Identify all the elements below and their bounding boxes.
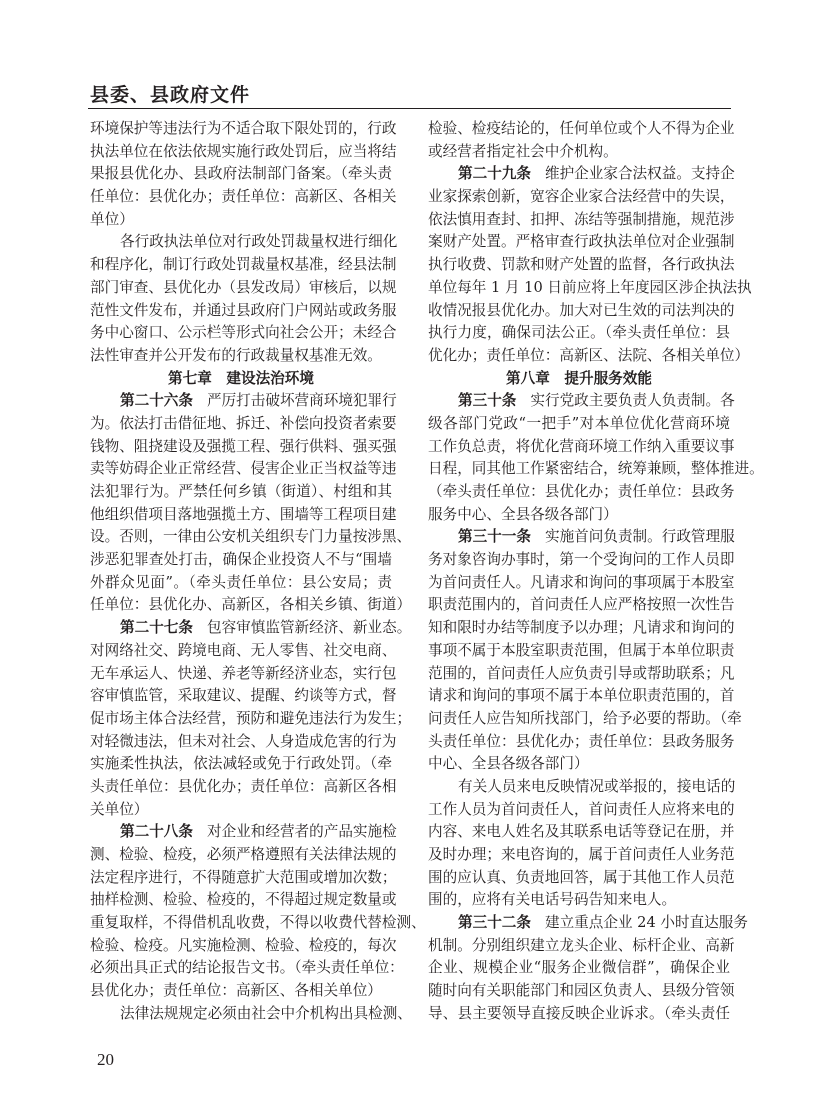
line-text: 职责范围内的，首问责任人应严格按照一次性告 — [428, 596, 735, 614]
text-line — [90, 867, 397, 890]
text-line — [428, 685, 735, 708]
text-line — [90, 231, 398, 254]
text-line — [428, 504, 730, 527]
text-line — [428, 413, 730, 436]
text-line — [428, 867, 735, 890]
line-text: 各行政执法单位对行政处罚裁量权进行细化 — [120, 233, 398, 251]
text-line — [90, 844, 397, 867]
text-line — [90, 821, 397, 844]
text-line — [428, 844, 735, 867]
line-text: 有关人员来电反映情况或举报的，接电话的 — [458, 777, 736, 795]
article-number: 第三十二条 — [458, 914, 531, 932]
text-line — [90, 254, 397, 277]
article-paragraph — [428, 912, 748, 1025]
paragraph — [90, 231, 398, 367]
line-text: 对企业和经营者的产品实施检 — [206, 823, 397, 841]
left-column — [90, 118, 426, 1026]
line-text: 工作人员为首问责任人，首问责任人应将来电的 — [428, 800, 735, 818]
text-line — [90, 413, 397, 436]
article-number: 第二十八条 — [120, 823, 193, 841]
line-text: 外群众见面”。（牵头责任单位：县公安局；责 — [90, 573, 392, 591]
line-text: 必须出具正式的结论报告文书。（牵头责任单位： — [90, 959, 404, 977]
header-rule — [88, 108, 731, 109]
line-text: 他组织借项目落地强揽土方、围墙等工程项目建 — [90, 505, 397, 523]
text-line — [90, 186, 397, 209]
chapter-heading: 第八章 提升服务效能 — [506, 369, 652, 387]
line-text: 任单位：县优化办、高新区，各相关乡镇、街道） — [90, 596, 412, 614]
line-text: 级各部门党政“一把手”对本单位优化营商环境 — [428, 414, 730, 432]
line-text: 日程，同其他工作紧密结合，统筹兼顾，整体推进。 — [428, 460, 764, 478]
line-text: 实施首问负责制。行政管理服 — [544, 528, 735, 546]
line-text: 为。依法打击借征地、拆迁、补偿向投资者索要 — [90, 414, 397, 432]
right-column — [428, 118, 764, 1026]
text-line — [428, 118, 735, 141]
line-text: 围的，应将有关电话号码告知来电人。 — [428, 891, 677, 909]
line-text: 检验、检疫。凡实施检测、检验、检疫的，每次 — [90, 936, 397, 954]
line-text: 任单位：县优化办；责任单位：高新区、各相关 — [90, 188, 397, 206]
text-line — [428, 617, 735, 640]
line-text: 容审慎监管，采取建议、提醒、约谈等方式，督 — [90, 687, 397, 705]
text-line — [90, 957, 404, 980]
text-line — [90, 935, 397, 958]
text-line — [428, 254, 735, 277]
chapter-heading: 第七章 建设法治环境 — [168, 369, 314, 387]
line-text: 涉恶犯罪查处打击，确保企业投资人不与“围墙 — [90, 551, 392, 569]
paragraph — [428, 776, 736, 912]
text-line — [428, 300, 735, 323]
line-text: 无车承运人、快递、养老等新经济业态，实行包 — [90, 664, 397, 682]
line-text: 县优化办；责任单位：高新区、各相关单位） — [90, 982, 382, 1000]
text-line — [90, 889, 397, 912]
text-line — [90, 685, 397, 708]
text-line — [428, 141, 730, 164]
line-text: 依法慎用查封、扣押、冻结等强制措施，规范涉 — [428, 210, 735, 228]
text-line — [90, 980, 392, 1003]
line-text: 法犯罪行为。严禁任何乡镇（街道）、村组和其 — [90, 483, 392, 500]
line-text: 内容、来电人姓名及其联系电话等登记在册，并 — [428, 823, 735, 841]
text-line — [428, 980, 735, 1003]
line-text: 法定程序进行，不得随意扩大范围或增加次数； — [90, 868, 397, 886]
article-paragraph — [90, 390, 412, 617]
text-line — [90, 912, 426, 935]
text-line — [90, 458, 397, 481]
text-line — [90, 617, 412, 640]
line-text: 优化办；责任单位：高新区、法院、各相关单位） — [428, 346, 750, 364]
text-line — [428, 821, 735, 844]
page-number: 20 — [97, 1050, 114, 1069]
line-text: 设。否则，一律由公安机关组织专门力量按涉黑、 — [90, 528, 412, 546]
line-text: 及时办理；来电咨询的，属于首问责任人业务范 — [428, 846, 735, 863]
line-text: 知和限时办结等制度予以办理；凡请求和询问的 — [428, 619, 735, 637]
text-line — [428, 549, 735, 572]
line-text: 机制。分别组织建立龙头企业、标杆企业、高新 — [428, 936, 735, 954]
text-line — [90, 731, 397, 754]
paragraph — [90, 118, 397, 231]
article-number: 第三十一条 — [458, 528, 531, 546]
paragraph — [428, 118, 735, 163]
text-line — [428, 572, 735, 595]
line-text: 业家探索创新，宽容企业家合法经营中的失误， — [428, 188, 735, 206]
text-line — [90, 209, 392, 232]
article-number: 第二十九条 — [458, 165, 531, 183]
line-text: 关单位） — [90, 800, 149, 818]
text-line — [90, 526, 412, 549]
line-text: 头责任单位：县优化办；责任单位：高新区各相 — [90, 777, 397, 795]
article-paragraph — [428, 163, 752, 367]
line-text: 果报县优化办、县政府法制部门备案。（牵头责 — [90, 165, 392, 183]
text-line — [90, 436, 397, 459]
text-line — [428, 1003, 730, 1026]
text-line — [90, 663, 397, 686]
line-text: 执行力度，确保司法公正。（牵头责任单位：县 — [428, 324, 730, 342]
line-text: 法性审查并公开发布的行政裁量权基准无效。 — [90, 346, 382, 364]
line-text: 钱物、阻挠建设及强揽工程、强行供料、强买强 — [90, 437, 397, 455]
text-line — [90, 1003, 412, 1026]
line-text: 抽样检测、检验、检疫的，不得超过规定数量或 — [90, 891, 397, 909]
text-line — [428, 481, 735, 504]
line-text: 严厉打击破坏营商环境犯罪行 — [206, 392, 397, 410]
line-text: 头责任单位：县优化办；责任单位：县政务服务 — [428, 732, 735, 750]
text-line — [90, 708, 412, 731]
text-line — [428, 163, 735, 186]
text-line — [428, 436, 735, 459]
line-text: 工作负总责，将优化营商环境工作纳入重要议事 — [428, 437, 735, 455]
text-line — [428, 889, 730, 912]
text-line — [90, 300, 397, 323]
text-line — [90, 594, 412, 617]
line-text: 检验、检疫结论的，任何单位或个人不得为企业 — [428, 120, 735, 137]
text-line — [428, 594, 735, 617]
line-text: 测、检验、检疫，必须严格遵照有关法律法规的 — [90, 846, 397, 863]
text-line — [90, 345, 392, 368]
line-text: 和程序化，制订行政处罚裁量权基准，经县法制 — [90, 256, 397, 274]
line-text: 收情况报县优化办。加大对已生效的司法判决的 — [428, 301, 735, 319]
line-text: 单位） — [90, 210, 134, 228]
text-line — [428, 322, 730, 345]
line-text: 企业、规模企业“服务企业微信群”，确保企业 — [428, 959, 730, 977]
line-text: 包容审慎监管新经济、新业态。 — [206, 619, 412, 637]
text-line — [90, 322, 397, 345]
text-line — [428, 912, 748, 935]
line-text: 务中心窗口、公示栏等形式向社会公开；未经合 — [90, 324, 397, 342]
line-text: 实施柔性执法，依法减轻或免于行政处罚。（牵 — [90, 755, 392, 773]
text-line — [90, 118, 397, 141]
text-line — [428, 935, 735, 958]
line-text: （牵头责任单位：县优化办；责任单位：县政务 — [428, 483, 735, 500]
line-text: 范性文件发布，并通过县政府门户网站或政务服 — [90, 301, 397, 319]
text-line — [90, 572, 392, 595]
text-line — [90, 776, 397, 799]
text-line — [428, 799, 735, 822]
text-line — [90, 141, 397, 164]
line-text: 为首问责任人。凡请求和询问的事项属于本股室 — [428, 573, 735, 591]
text-line — [90, 277, 397, 300]
text-line — [428, 663, 735, 686]
line-text: 对网络社交、跨境电商、无人零售、社交电商、 — [90, 641, 397, 659]
line-text: 问责任人应告知所找部门，给予必要的帮助。（牵 — [428, 709, 742, 727]
line-text: 执行收费、罚款和财产处置的监督，各行政执法 — [428, 256, 735, 274]
text-line — [428, 231, 735, 254]
article-paragraph — [428, 526, 742, 776]
article-number: 第二十六条 — [120, 392, 193, 410]
line-text: 中心、全县各级各部门） — [428, 755, 589, 773]
line-text: 对轻微违法，但未对社会、人身造成危害的行为 — [90, 732, 397, 750]
line-text: 案财产处置。严格审查行政执法单位对企业强制 — [428, 233, 735, 251]
line-text: 请求和询问的事项不属于本单位职责范围的，首 — [428, 687, 735, 705]
line-text: 重复取样，不得借机乱收费，不得以收费代替检测、 — [90, 914, 426, 932]
text-line — [428, 345, 750, 368]
line-text: 事项不属于本股室职责范围，但属于本单位职责 — [428, 641, 735, 659]
text-line — [90, 753, 392, 776]
line-text: 法律法规规定必须由社会中介机构出具检测、 — [120, 1004, 412, 1022]
article-number: 第二十七条 — [120, 619, 193, 637]
text-line — [90, 504, 397, 527]
line-text: 单位每年 1 月 10 日前应将上年度园区涉企执法执 — [428, 278, 752, 296]
text-line — [428, 731, 735, 754]
article-paragraph — [90, 617, 412, 821]
line-text: 卖等妨碍企业正常经营、侵害企业正当权益等违 — [90, 460, 397, 478]
line-text: 实行党政主要负责人负责制。各 — [530, 392, 735, 410]
line-text: 执法单位在依法依规实施行政处罚后，应当将结 — [90, 142, 397, 160]
text-line — [90, 163, 392, 186]
line-text: 维护企业家合法权益。支持企 — [544, 165, 735, 183]
line-text: 环境保护等违法行为不适合取下限处罚的，行政 — [90, 120, 397, 137]
paragraph — [90, 1003, 412, 1026]
text-line — [90, 799, 392, 822]
line-text: 范围的，首问责任人应负责引导或帮助联系；凡 — [428, 664, 735, 682]
text-line — [428, 390, 735, 413]
article-paragraph — [90, 821, 426, 1003]
text-line — [428, 526, 735, 549]
line-text: 务对象咨询办事时，第一个受询问的工作人员即 — [428, 551, 735, 569]
text-line — [428, 776, 736, 799]
line-text: 随时向有关职能部门和园区负责人、县级分管领 — [428, 982, 735, 1000]
line-text: 围的应认真、负责地回答，属于其他工作人员范 — [428, 868, 735, 886]
line-text: 部门审查、县优化办（县发改局）审核后，以规 — [90, 278, 397, 296]
text-line — [428, 640, 735, 663]
text-line — [90, 390, 397, 413]
text-line — [428, 957, 730, 980]
text-line — [428, 458, 764, 481]
text-line — [428, 186, 735, 209]
text-line — [90, 640, 397, 663]
line-text: 服务中心、全县各级各部门） — [428, 505, 618, 523]
line-text: 促市场主体合法经营，预防和避免违法行为发生； — [90, 709, 412, 727]
text-line — [428, 209, 735, 232]
text-line — [428, 708, 742, 731]
running-header-title: 县委、县政府文件 — [90, 84, 251, 106]
text-line — [428, 277, 752, 300]
article-number: 第三十条 — [458, 392, 517, 410]
text-line — [90, 481, 392, 504]
line-text: 或经营者指定社会中介机构。 — [428, 142, 618, 160]
text-line — [428, 753, 730, 776]
line-text: 建立重点企业 24 小时直达服务 — [544, 914, 748, 932]
line-text: 导、县主要领导直接反映企业诉求。（牵头责任 — [428, 1004, 730, 1022]
text-line — [90, 549, 392, 572]
article-paragraph — [428, 390, 764, 526]
